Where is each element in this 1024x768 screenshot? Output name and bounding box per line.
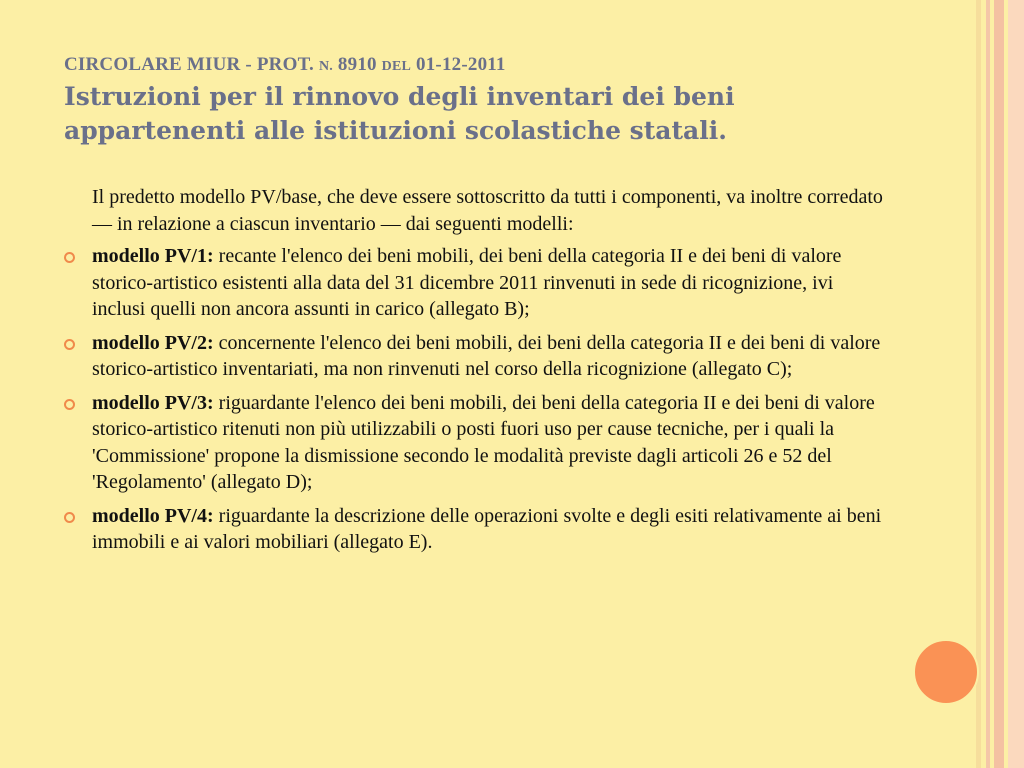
item-label: modello PV/1: bbox=[92, 245, 214, 267]
title-ref-part: CIRCOLARE MIUR - PROT. bbox=[64, 54, 319, 75]
stripe bbox=[1008, 0, 1024, 768]
list-item bbox=[64, 243, 884, 323]
title-reference bbox=[64, 52, 924, 80]
intro-paragraph: Il predetto modello PV/base, che deve essere sottoscritto da tutti i componenti, va inoltre corredato — in relazione a ciascun inventario — dai seguenti modelli: bbox=[92, 186, 883, 235]
list-item bbox=[64, 390, 884, 496]
item-label: modello PV/2: bbox=[92, 331, 214, 354]
title-main: Istruzioni per il rinnovo degli inventari dei beni appartenenti alle istituzioni scolastiche statali. bbox=[64, 82, 735, 145]
item-label: modello PV/3: bbox=[92, 391, 214, 414]
bullet-circle-icon bbox=[64, 252, 75, 263]
decorative-circle bbox=[913, 639, 979, 705]
slide-body bbox=[64, 184, 884, 563]
stripe bbox=[994, 0, 1004, 768]
stripe bbox=[986, 0, 990, 768]
bullet-circle-icon bbox=[64, 399, 75, 410]
item-text: riguardante l'elenco dei beni mobili, dei beni della categoria II e dei beni di valore storico-artistico ritenuti non più utilizzabili o posti fuori uso per cause tecniche, per i quali la 'Commissione' propone la dismissione secondo le modalità previste dagli articoli 26 e 52 del 'Regolamento' (allegato D); bbox=[92, 391, 875, 493]
item-text: recante l'elenco dei beni mobili, dei beni della categoria II e dei beni di valore storico-artistico esistenti alla data del 31 dicembre 2011 rinvenuti in sede di ricognizione, ivi inclusi quelli non ancora assunti in carico (allegato B); bbox=[92, 245, 842, 320]
title-ref-part: N. bbox=[318, 59, 333, 74]
bullet-circle-icon bbox=[64, 339, 75, 350]
title-ref-part: 8910 bbox=[332, 54, 382, 75]
stripe bbox=[976, 0, 981, 768]
item-text: riguardante la descrizione delle operazioni svolte e degli esiti relativamente ai beni immobili e ai valori mobiliari (allegato E). bbox=[92, 504, 882, 553]
list-item bbox=[64, 503, 884, 556]
bullet-circle-icon bbox=[64, 512, 75, 523]
slide-title bbox=[64, 52, 924, 148]
item-label: modello PV/4: bbox=[92, 504, 214, 527]
title-ref-part: 01-12-2011 bbox=[411, 54, 506, 75]
list-item bbox=[64, 330, 884, 383]
title-ref-part: DEL bbox=[381, 59, 412, 74]
item-text: concernente l'elenco dei beni mobili, dei beni della categoria II e dei beni di valore storico-artistico inventariati, ma non rinvenuti nel corso della ricognizione (allegato C); bbox=[92, 331, 881, 380]
decorative-stripes bbox=[976, 0, 1024, 768]
